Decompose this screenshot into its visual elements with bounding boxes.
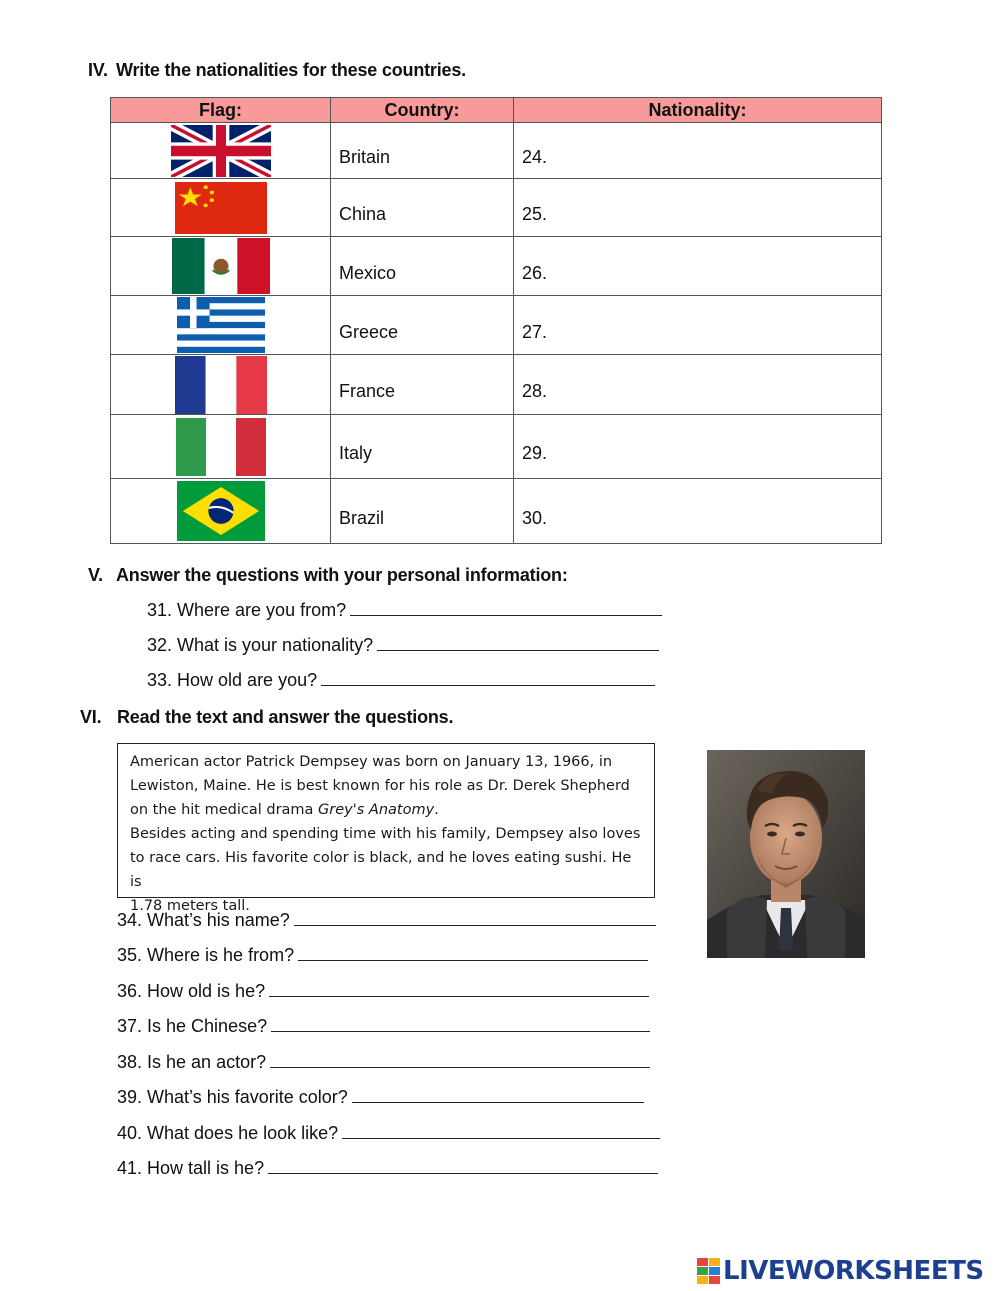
nationality-answer-cell[interactable]: 26. [514,237,882,296]
show-title: Grey's Anatomy [318,802,435,818]
reading-text-box [117,743,655,914]
table-row [111,296,882,355]
nationality-answer-cell[interactable]: 30. [514,479,882,544]
nationality-answer-cell[interactable]: 24. [514,123,882,179]
france-flag-icon [175,356,267,414]
question-35-text: 35. Where is he from? [117,945,295,965]
uk-flag-icon [171,125,271,177]
china-flag-icon [175,182,267,234]
section-6-number: VI. [80,707,102,727]
section-4-number: IV. [88,60,108,80]
question-38-text: 38. Is he an actor? [117,1052,267,1072]
header-country: Country: [331,98,514,123]
section-6-title: Read the text and answer the questions. [117,707,454,727]
flag-cell [111,237,331,296]
question-31-text: 31. Where are you from? [147,600,347,620]
question-35 [117,945,648,966]
question-39 [117,1087,644,1108]
country-cell: Britain [331,123,514,179]
header-flag: Flag: [111,98,331,123]
greece-flag-icon [177,297,265,353]
flag-cell [111,415,331,479]
nationality-answer-cell[interactable]: 27. [514,296,882,355]
question-41-text: 41. How tall is he? [117,1158,265,1178]
table-header-row [111,98,882,123]
text-segment: . [434,802,439,818]
logo-blocks-icon [697,1258,721,1284]
question-38 [117,1052,650,1073]
answer-line-41[interactable] [268,1159,658,1174]
text-segment: on the hit medical drama [130,802,319,818]
text-line: Besides acting and spending time with his family, Dempsey also loves [130,826,641,842]
answer-line-36[interactable] [269,982,649,997]
answer-line-31[interactable] [350,601,662,616]
country-cell: China [331,179,514,237]
answer-line-38[interactable] [270,1053,650,1068]
table-row [111,355,882,415]
section-5-number: V. [88,565,103,585]
liveworksheets-logo [697,1255,984,1287]
flag-cell [111,296,331,355]
answer-line-34[interactable] [294,911,656,926]
table-row [111,415,882,479]
question-40 [117,1123,660,1144]
text-line: 1.78 meters tall. [130,898,250,914]
question-36-text: 36. How old is he? [117,981,266,1001]
question-34 [117,910,656,931]
flag-cell [111,179,331,237]
question-37 [117,1016,650,1037]
nationality-answer-cell[interactable]: 25. [514,179,882,237]
text-line: American actor Patrick Dempsey was born on January 13, 1966, in [130,754,613,770]
question-32-text: 32. What is your nationality? [147,635,374,655]
table-row [111,179,882,237]
country-cell: Italy [331,415,514,479]
answer-line-37[interactable] [271,1017,650,1032]
country-cell: Mexico [331,237,514,296]
question-37-text: 37. Is he Chinese? [117,1016,268,1036]
section-5-heading [88,565,568,586]
brazil-flag-icon [177,481,265,541]
question-41 [117,1158,658,1179]
answer-line-32[interactable] [377,636,659,651]
table-row [111,237,882,296]
logo-text: LIVEWORKSHEETS [723,1256,984,1286]
text-line: to race cars. His favorite color is black, and he loves eating sushi. He is [130,850,632,890]
text-line: Lewiston, Maine. He is best known for his role as Dr. Derek Shepherd [130,778,630,794]
question-32 [147,635,659,656]
question-34-text: 34. What’s his name? [117,910,290,930]
section-4-heading [88,60,466,81]
table-row [111,479,882,544]
header-nationality: Nationality: [514,98,882,123]
country-cell: Greece [331,296,514,355]
question-36 [117,981,649,1002]
question-33-text: 33. How old are you? [147,670,318,690]
question-39-text: 39. What’s his favorite color? [117,1087,348,1107]
answer-line-40[interactable] [342,1124,660,1139]
flag-cell [111,355,331,415]
nationality-answer-cell[interactable]: 28. [514,355,882,415]
country-cell: Brazil [331,479,514,544]
section-5-title: Answer the questions with your personal information: [116,565,568,585]
answer-line-39[interactable] [352,1088,644,1103]
question-40-text: 40. What does he look like? [117,1123,339,1143]
text-line [130,798,644,822]
flag-cell [111,123,331,179]
section-4-title: Write the nationalities for these countries. [116,60,466,80]
table-row [111,123,882,179]
actor-portrait-photo [707,750,865,958]
question-31 [147,600,662,621]
nationality-answer-cell[interactable]: 29. [514,415,882,479]
answer-line-33[interactable] [321,671,655,686]
answer-line-35[interactable] [298,946,648,961]
mexico-flag-icon [172,238,270,294]
country-cell: France [331,355,514,415]
italy-flag-icon [176,418,266,476]
flag-cell [111,479,331,544]
section-6-heading [80,707,453,728]
nationality-table [110,97,882,544]
question-33 [147,670,655,691]
